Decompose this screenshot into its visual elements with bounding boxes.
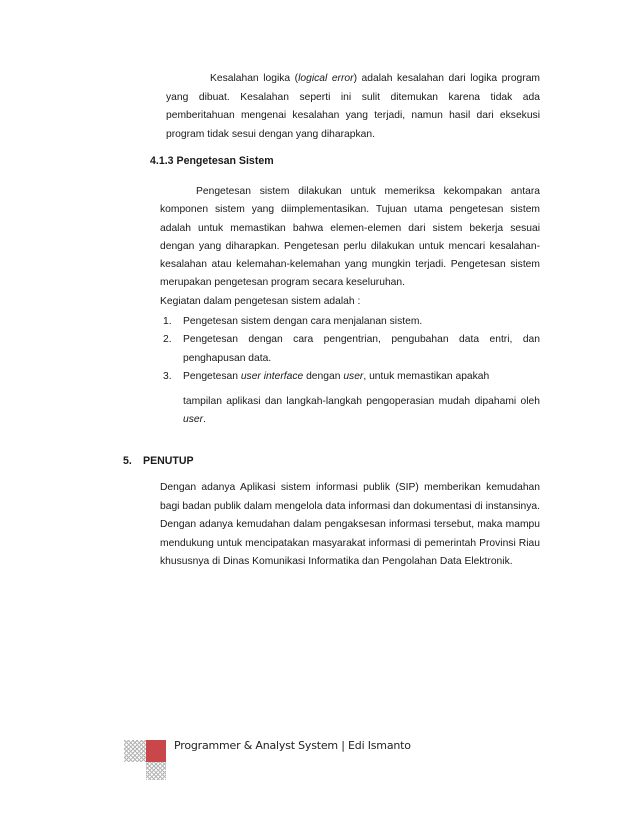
text-segment: Kesalahan logika ( — [210, 73, 299, 84]
section-number: 5. — [123, 455, 132, 467]
section-heading-penutup — [123, 455, 194, 467]
text-segment: Pengetesan — [183, 370, 241, 382]
page-footer — [0, 722, 638, 782]
text-segment: tampilan aplikasi dan langkah-langkah pengoperasian mudah dipahami oleh — [183, 396, 540, 408]
paragraph-logical-error — [166, 70, 540, 144]
paragraph-pengetesan-sistem — [160, 183, 540, 311]
italic-term: user interface — [240, 370, 304, 382]
list-text: Pengetesan dengan cara pengentrian, pengubahan data entri, dan penghapusan data. — [183, 334, 540, 364]
testing-activities-list — [163, 313, 540, 430]
italic-term: user — [183, 414, 204, 426]
footer-accent-square — [146, 740, 166, 762]
footer-hatch-pattern — [146, 762, 166, 780]
text-segment: . — [203, 414, 206, 426]
list-item — [163, 313, 540, 331]
text-segment: Pengetesan sistem dilakukan untuk memeriksa kekompakan antara komponen sistem yang diimplementasikan. Tujuan utama pengetesan sistem adalah untuk memastikan bahwa elemen-elemen dari sistem bekerja sesuai dengan yang diharapkan. Pengetesan perlu dilakukan untuk mencari kesalahan-kesalahan atau kelemahan-kelemahan yang mungkin terjadi. Pengetesan sistem merupakan pengetesan program secara keseluruhan. — [160, 186, 540, 289]
list-text-continuation — [183, 393, 540, 430]
section-title: PENUTUP — [143, 455, 194, 467]
paragraph-text: Dengan adanya Aplikasi sistem informasi publik (SIP) memberikan kemudahan bagi badan publik dalam mengelola data informasi dan dokumentasi di instansinya. Dengan adanya kemudahan dalam pengaksesan informasi tersebut, maka mampu mendukung untuk mencipatakan masyarakat informasi di pemerintah Provinsi Riau khususnya di Dinas Komunikasi Informatika dan Pengolahan Data Elektronik. — [160, 482, 540, 567]
text-segment: ) adalah kesalahan dari logika program yang dibuat. Kesalahan seperti ini sulit ditemukan karena tidak ada pemberitahuan mengenai kesalahan yang terjadi, namun hasil dari eksekusi program tidak sesui dengan yang diharapkan. — [166, 73, 541, 140]
text-segment: , untuk memastikan apakah — [363, 370, 490, 382]
list-item — [163, 331, 540, 368]
list-item — [163, 368, 540, 430]
list-number: 2. — [163, 334, 172, 346]
footer-author-text: Programmer & Analyst System | Edi Ismanto — [174, 739, 411, 752]
footer-hatch-pattern — [124, 740, 146, 762]
italic-term: user — [343, 370, 364, 382]
list-intro: Kegiatan dalam pengetesan sistem adalah : — [160, 295, 361, 307]
section-heading-pengetesan-sistem: 4.1.3 Pengetesan Sistem — [150, 155, 274, 167]
paragraph-penutup — [160, 479, 540, 572]
list-text: Pengetesan sistem dengan cara menjalanan sistem. — [183, 316, 423, 327]
text-segment: dengan — [303, 370, 344, 382]
list-number: 3. — [163, 370, 172, 382]
italic-term: logical error — [298, 73, 354, 84]
list-number: 1. — [163, 316, 172, 327]
